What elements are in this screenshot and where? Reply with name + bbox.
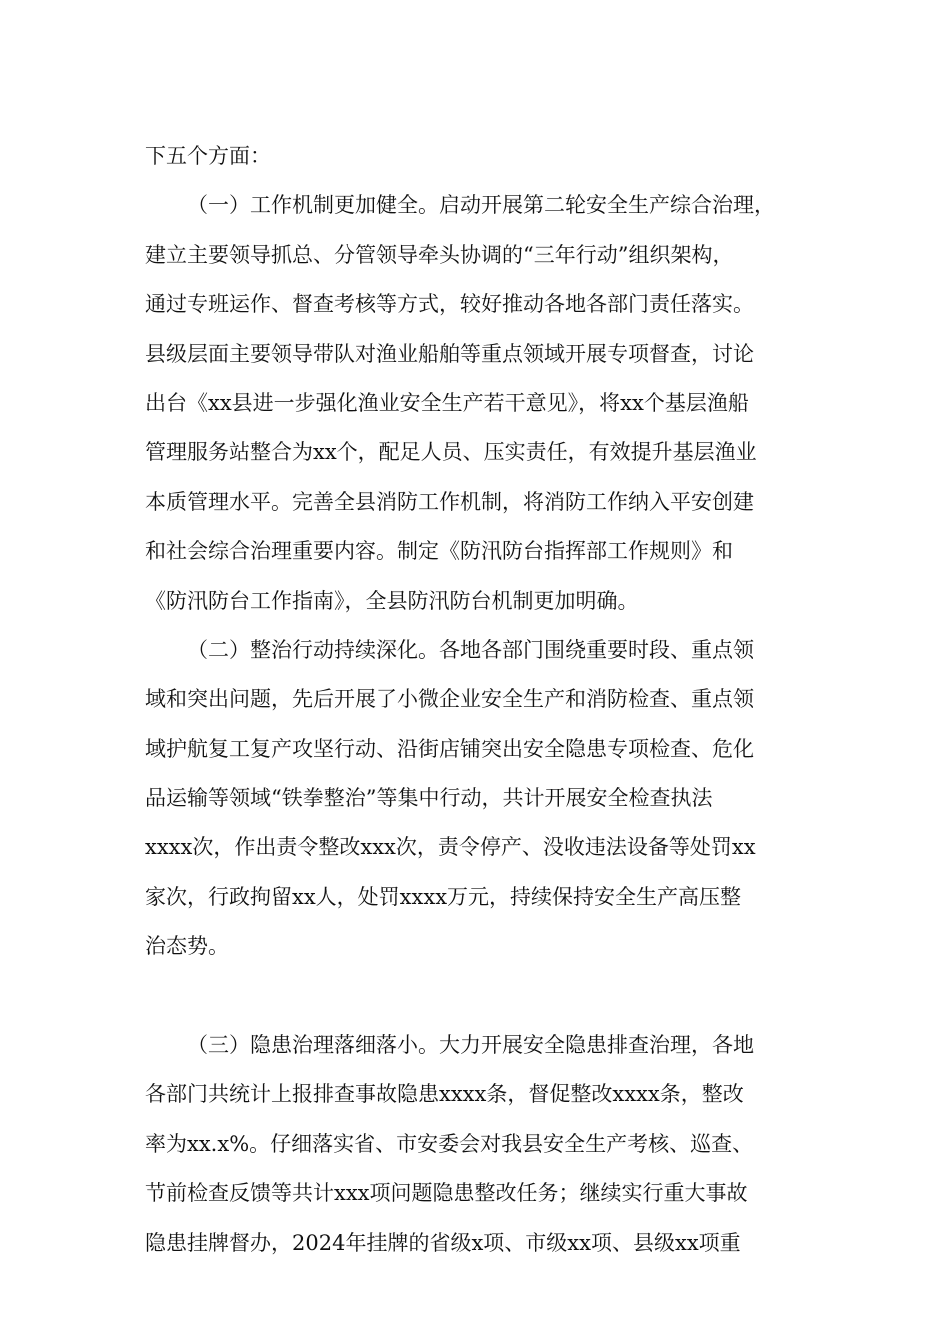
text-line: 域和突出问题，先后开展了小微企业安全生产和消防检查、重点领 [145,687,754,712]
paragraph-heading-1: （一）工作机制更加健全。启动开展第二轮安全生产综合治理， [187,193,775,218]
paragraph-gap [145,972,825,1021]
text-line: 出台《xx县进一步强化渔业安全生产若干意见》，将xx个基层渔船 [145,390,749,415]
text-line: 管理服务站整合为xx个，配足人员、压实责任，有效提升基层渔业 [145,440,757,465]
document-body [145,132,825,1268]
text-line: 建立主要领导抓总、分管领导牵头协调的“三年行动”组织架构， [145,242,734,267]
text-line: 治态势。 [145,934,229,959]
paragraph-heading-2: （二）整治行动持续深化。各地各部门围绕重要时段、重点领 [187,637,754,662]
text-line: 域护航复工复产攻坚行动、沿街店铺突出安全隐患专项检查、危化 [145,736,754,761]
paragraph-heading-3: （三）隐患治理落细落小。大力开展安全隐患排查治理，各地 [187,1033,754,1058]
text-line: 和社会综合治理重要内容。制定《防汛防台指挥部工作规则》和 [145,539,733,564]
text-line: 通过专班运作、督查考核等方式，较好推动各地各部门责任落实。 [145,292,754,317]
text-line: xxxx次，作出责令整改xxx次，责令停产、没收违法设备等处罚xx [145,835,756,860]
text-line: 《防汛防台工作指南》，全县防汛防台机制更加明确。 [145,588,639,613]
text-line: 家次，行政拘留xx人，处罚xxxx万元，持续保持安全生产高压整 [145,884,742,909]
text-line: 县级层面主要领导带队对渔业船舶等重点领域开展专项督查，讨论 [145,341,754,366]
text-line: 各部门共统计上报排查事故隐患xxxx条，督促整改xxxx条，整改 [145,1082,744,1107]
text-line: 下五个方面： [145,144,271,168]
text-line: 隐患挂牌督办，2024年挂牌的省级x项、市级xx项、县级xx项重 [145,1230,741,1255]
text-line: 品运输等领域“铁拳整治”等集中行动，共计开展安全检查执法 [145,786,713,811]
text-line: 节前检查反馈等共计xxx项问题隐患整改任务；继续实行重大事故 [145,1181,748,1206]
text-line: 本质管理水平。完善全县消防工作机制，将消防工作纳入平安创建 [145,489,754,514]
text-line: 率为xx.x%。仔细落实省、市安委会对我县安全生产考核、巡查、 [145,1131,754,1156]
